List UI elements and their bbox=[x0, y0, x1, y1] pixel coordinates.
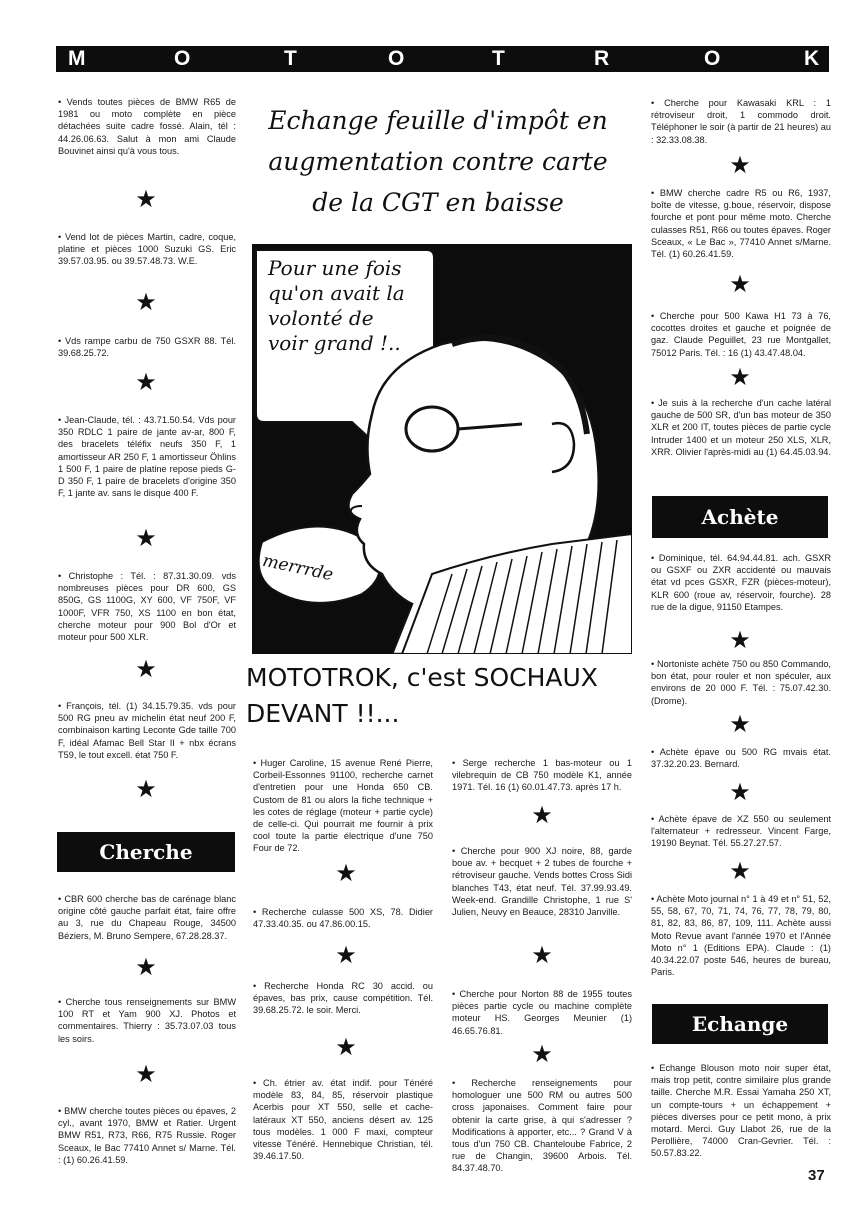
star-separator: ★ bbox=[531, 1041, 553, 1068]
star-separator: ★ bbox=[135, 186, 157, 213]
classified-ad: • Cherche pour 900 XJ noire, 88, garde boue av. + becquet + 2 tubes de fourche + rétroviseur gauche. Vends bottes Cross Sidi blanches T43, état neuf. Tél. 37.99.93.49. Week-end. Grandille Christophe, 1 rue S' Julien, Neuvy en Beauce, 28310 Janville. bbox=[452, 846, 632, 918]
classified-ad: • Jean-Claude, tél. : 43.71.50.54. Vds pour 350 RDLC 1 paire de jante av-ar, 800 F, des bracelets téléfix neufs 350 F, 1 amortisseur AR 250 F, 1 amortisseur Öhlins 1 500 F, 1 paire de platine repose pieds G-D 350 F, 1 paire de bracelets d'origine 350 F, 1 jante av. sans le disque 400 F. bbox=[58, 415, 236, 499]
star-separator: ★ bbox=[335, 860, 357, 887]
star-separator: ★ bbox=[135, 1061, 157, 1088]
page-number: 37 bbox=[808, 1167, 825, 1184]
banner-letter: R bbox=[594, 47, 610, 70]
banner-letter: T bbox=[284, 47, 297, 70]
star-separator: ★ bbox=[729, 858, 751, 885]
cartoon-caption-bottom: MOTOTROK, c'est SOCHAUX DEVANT !!... bbox=[246, 663, 598, 728]
section-heading-cherche: Cherche bbox=[57, 832, 235, 872]
star-separator: ★ bbox=[135, 525, 157, 552]
classified-ad: • Achète Moto journal n° 1 à 49 et n° 51, 52, 55, 58, 67, 70, 71, 74, 76, 77, 78, 79, 80, 81, 82, 83, 86, 87, 109, 111. Achète aussi Moto Revue avant l'année 1970 et l'Année Moto n° 1 (Editions EPA). Claude : (1) 40.34.22.07 poste 546, heures de bureau, Paris. bbox=[651, 894, 831, 978]
classified-ad: • Vds rampe carbu de 750 GSXR 88. Tél. 39.68.25.72. bbox=[58, 336, 236, 359]
classified-ad: • Serge recherche 1 bas-moteur ou 1 vilebrequin de CB 750 modèle K1, année 1971. Tél. 16 (1) 60.01.47.73. après 17 h. bbox=[452, 758, 632, 793]
classified-ad: • Recherche Honda RC 30 accid. ou épaves, bas prix, cause compétition. Tél. 39.68.25.72. le soir. Merci. bbox=[253, 981, 433, 1016]
banner-letter: O bbox=[704, 47, 721, 70]
classified-ad: • CBR 600 cherche bas de carénage blanc origine côté gauche parfait état, faire offre au 3, rue du Chapeau Rouge, 34500 Béziers, M. Bruno Sempere, 67.28.28.37. bbox=[58, 894, 236, 941]
star-separator: ★ bbox=[135, 656, 157, 683]
star-separator: ★ bbox=[135, 289, 157, 316]
star-separator: ★ bbox=[729, 711, 751, 738]
classified-ad: • Cherche pour Norton 88 de 1955 toutes pièces partie cycle ou machine complète moteur HS. Georges Meunier (1) 46.65.76.81. bbox=[452, 989, 632, 1036]
star-separator: ★ bbox=[729, 152, 751, 179]
classified-ad: • Ch. étrier av. état indif. pour Ténéré modèle 83, 84, 85, réservoir plastique Acerbis pour XT 550, selle et cache-latéraux XT 550, anciens désert av. 125 tous modèles. 1 000 F maxi, compteur vitesse Ténéré. Hennebique Christian, tél. 39.46.17.50. bbox=[253, 1078, 433, 1162]
classified-ad: • Recherche culasse 500 XS, 78. Didier 47.33.40.35. ou 47.86.00.15. bbox=[253, 907, 433, 930]
star-separator: ★ bbox=[729, 364, 751, 391]
star-separator: ★ bbox=[531, 802, 553, 829]
classified-ad: • BMW cherche toutes pièces ou épaves, 2 cyl., avant 1970, BMW et Ratier. Urgent BMW R51, R73, R66, R75 Russie. Roger Sceaux, le Bac 77410 Annet s/ Marne. Tél. : (1) 60.26.41.59. bbox=[58, 1106, 236, 1165]
classified-ad: • Achète épave ou 500 RG mvais état. 37.32.20.23. Bernard. bbox=[651, 747, 831, 770]
star-separator: ★ bbox=[335, 942, 357, 969]
classified-ad: • Huger Caroline, 15 avenue René Pierre, Corbeil-Essonnes 91100, recherche carnet d'entretien pour une Honda 650 CB. Custom de 81 ou alors la fiche technique + les cotes de réglage (moteur + partie cycle) de celle-ci. Qui pourrait me fournir à prix cool toute la partie électrique d'une 750 Four de 72. bbox=[253, 758, 433, 854]
classified-ad: • Vends toutes pièces de BMW R65 de 1981 ou moto complète en pièce détachées suite cadre fossé. Alain, tél : 44.26.06.63. Salut à mon ami Claude Bouvinet ainsi qu'à vous tous. bbox=[58, 97, 236, 156]
classified-ad: • BMW cherche cadre R5 ou R6, 1937, boîte de vitesse, g.boue, réservoir, dispose fourche et pont pour même moto. Cherche culasses R51, R66 ou toutes épaves. Roger Sceaux, « Le Bac », 77410 Annet s/Marne. Tél. (1) 60.26.41.59. bbox=[651, 188, 831, 260]
mototrok-banner bbox=[56, 46, 829, 72]
classified-ad: • Nortoniste achète 750 ou 850 Commando, bon état, pour rouler et non spéculer, aux environs de 20 000 F. Tél. : 75.07.42.30. (Drome). bbox=[651, 659, 831, 706]
star-separator: ★ bbox=[531, 942, 553, 969]
classified-ad: • Je suis à la recherche d'un cache latéral gauche de 500 SR, d'un bas moteur de 350 XLR et 200 IT, toutes pièces de partie cycle Intruder 1400 et un moteur 250 XLS, XLR, XRR. Olivier l'après-midi au (1) 64.45.03.94. bbox=[651, 398, 831, 457]
banner-letter: K bbox=[804, 47, 820, 70]
section-heading-echange: Echange bbox=[652, 1004, 828, 1044]
star-separator: ★ bbox=[729, 627, 751, 654]
banner-letter: O bbox=[388, 47, 405, 70]
star-separator: ★ bbox=[135, 776, 157, 803]
cartoon-caption-top: Echange feuille d'impôt en augmentation contre carte de la CGT en baisse bbox=[268, 106, 608, 217]
classified-ad: • Christophe : Tél. : 87.31.30.09. vds nombreuses pièces pour DR 600, GS 850G, GS 1100G, XY 600, VF 750F, VF 1000F, VFR 750, XS 1100 en bon état, cherche moteur pour 900 Bol d'Or et moteur pour 500 XLR. bbox=[58, 571, 236, 643]
star-separator: ★ bbox=[135, 954, 157, 981]
classified-ad: • Echange Blouson moto noir super état, mais trop petit, contre similaire plus grande taille. Cherche M.R. Essai Yamaha 250 XT, un compte-tours + un échappement + pièces diverses pour ce petit mono, à prix motard. Merci. Guy Llabot 26, rue de la Perollière, 74000 Cran-Gevrier. Tél. : 50.57.83.22. bbox=[651, 1063, 831, 1159]
star-separator: ★ bbox=[729, 779, 751, 806]
section-heading-achete: Achète bbox=[652, 496, 828, 538]
classified-ad: • Recherche renseignements pour homologuer une 500 RM ou autres 500 cross japonaises. Comment faire pour obtenir la carte grise, à qui s'adresser ? Modifications à apporter, etc... ? Grand V à tous d'un 750 CB. Chanteloube Fabrice, 2 rue de Changin, 39600 Arbois. Tél. 84.37.48.70. bbox=[452, 1078, 632, 1174]
classified-ad: • Cherche tous renseignements sur BMW 100 RT et Yam 900 XJ. Photos et commentaires. Thierry : 35.73.07.03 tous les soirs. bbox=[58, 997, 236, 1044]
classified-ad: • Cherche pour 500 Kawa H1 73 à 76, cocottes droites et gauche et poignée de gaz. Claude Peguillet, 23 rue Montgallet, 75012 Paris. Tél. : 16 (1) 43.47.48.04. bbox=[651, 311, 831, 358]
star-separator: ★ bbox=[335, 1034, 357, 1061]
classified-ad: • Cherche pour Kawasaki KRL : 1 rétroviseur droit, 1 commodo droit. Téléphoner le soir (à partir de 21 heures) au : 32.33.08.38. bbox=[651, 98, 831, 145]
banner-letter: O bbox=[174, 47, 191, 70]
star-separator: ★ bbox=[729, 271, 751, 298]
mutter-text: merrrde bbox=[260, 550, 335, 586]
star-separator: ★ bbox=[135, 369, 157, 396]
classified-ad: • Achète épave de XZ 550 ou seulement l'alternateur + redresseur. Vincent Farge, 19190 Beynat. Tél. 55.27.27.57. bbox=[651, 814, 831, 849]
classified-ad: • Dominique, tél. 64.94.44.81. ach. GSXR ou GSXF ou ZXR accidenté ou mauvais état vd pces GSXR, FZR (pièces-moteur), KLR 600 (roue av, réservoir, fourche). 28 rue de la digue, 91150 Etampes. bbox=[651, 553, 831, 612]
banner-letter: M bbox=[68, 47, 86, 70]
classified-ad: • François, tél. (1) 34.15.79.35. vds pour 500 RG pneu av michelin état neuf 200 F, combinaison karting Leconte Gde taille 700 F, idéal Afamac Bell Star II + nbx écrans T59, le tout excell. état 750 F. bbox=[58, 701, 236, 760]
classified-ad: • Vend lot de pièces Martin, cadre, coque, platine et pièces 1000 Suzuki GS. Eric 39.57.03.95. ou 39.57.48.73. W.E. bbox=[58, 232, 236, 267]
speech-bubble-text: Pour une fois qu'on avait la volonté de voir grand !.. bbox=[268, 256, 405, 355]
banner-letter: T bbox=[492, 47, 505, 70]
